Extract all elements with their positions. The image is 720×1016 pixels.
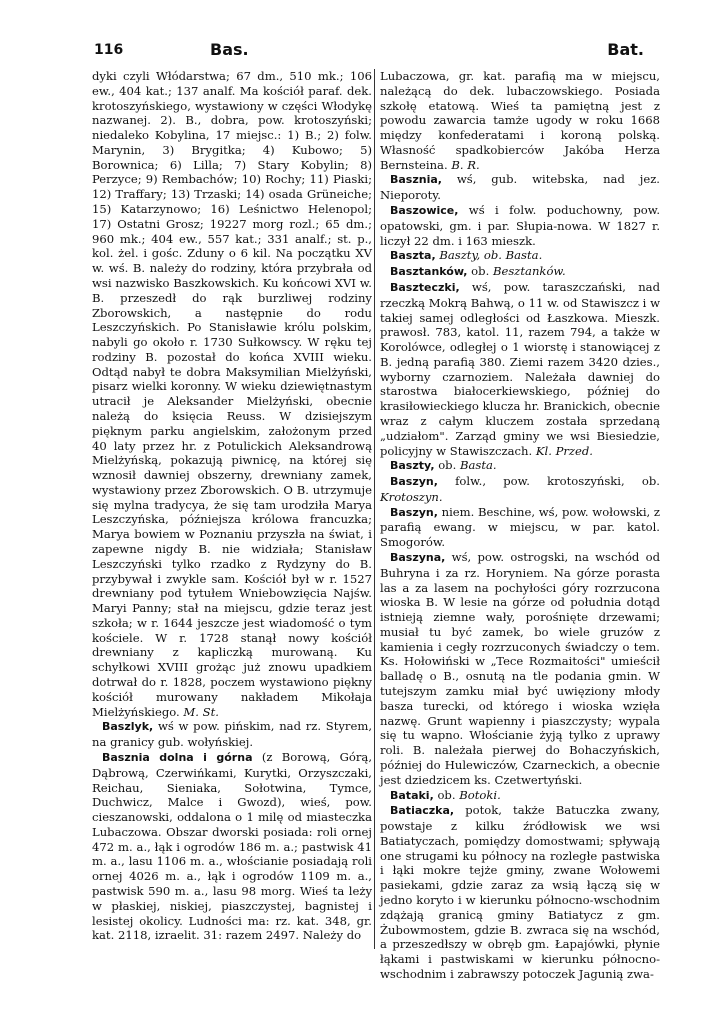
column-divider <box>374 69 375 949</box>
entry-text: Lubaczowa, gr. kat. parafią ma w miejscu, należącą do dek. lubaczowskiego. Posiada szkołę etatową. Wieś ta pamiętną jest z powodu zawarcia tamże ugody w roku 1668 między konfederatami i koroną polską. Własność spadkobierców Jakóba Herza Bernsteina. <box>380 69 660 172</box>
page-number: 116 <box>94 42 124 58</box>
entry-paragraph <box>380 474 660 505</box>
entry-headword: Batiaczka, <box>390 804 455 818</box>
entry-paragraph <box>380 69 660 172</box>
entry-text: wś, pow. ostrogski, na wschód od Buhryna i za rz. Horyniem. Na górze porasta las a za lasem na pochyłości góry rozrzucona wioska B. W lesie na górze od południa dotąd istnieją ziemne wały, porośnięte drzewami; musiał tu być zamek, bo wiele gruzów z kamienia i cegły rozrzuconych świadczy o tem. Ks. Hołowiński w „Tece Rozmaitości" umieścił balladę o B., osnutą na tle podania gmin. W tutejszym zamku miał być uwięziony młody basza turecki, od którego i wioska wzięła nazwę. Grunt wapienny i piaszczysty; wypala się tu wapno. Włościanie żyją tylko z uprawy roli. B. należała pierwej do Bohaczyńskich, później do Hulewiczów, Czarneckich, a obecnie jest dziedzicem ks. Czetwertyński. <box>380 550 661 787</box>
entry-text: ob. <box>438 458 457 473</box>
entry-headword: Baszlyk, <box>102 720 154 734</box>
entry-text: ob. <box>471 264 490 279</box>
entry-headword: Baszta, <box>390 249 436 263</box>
entry-paragraph <box>380 458 660 474</box>
left-column <box>92 69 372 943</box>
entry-crossref: Baszty, ob. Basta. <box>439 248 543 263</box>
entry-text: wś, gub. witebska, nad jez. Nieporoty. <box>380 172 660 203</box>
entry-signature: M. St. <box>183 704 219 719</box>
entry-text: niem. Beschine, wś, pow. wołowski, z parafią ewang. w miejscu, w par. katol. Smogorów. <box>380 504 661 550</box>
entry-headword: Bataki, <box>390 788 434 802</box>
running-head-right: Bat. <box>607 40 644 59</box>
entry-paragraph <box>380 788 660 804</box>
entry-text: dyki czyli Włódarstwa; 67 dm., 510 mk.; 106 ew., 404 kat.; 137 analf. Ma kościół paraf. dek. krotoszyńskiego, wystawiony w części Włodykę nazwanej. 2). B., dobra, pow. krotoszyński; niedaleko Kobylina, 17 miejsc.: 1) B.; 2) folw. Marynin, 3) Brygitka; 4) Kubowo; 5) Borownica; 6) Lilla; 7) Stary Kobylin; 8) Perzyce; 9) Rembachów; 10) Rochy; 11) Piaski; 12) Traffary; 13) Trzaski; 14) osada Grüneiche; 15) Katarzynowo; 16) Leśnictwo Helenopol; 17) Ostatni Grosz; 19227 morg rozl.; 65 dm.; 960 mk.; 404 ew., 557 kat.; 331 analf.; st. p., kol. żel. i gośc. Zduny o 6 kil. Na początku XV w. wś. B. należy do rodziny, która przybrała od wsi nazwisko Baszkowskich. Ku końcowi XVI w. B. przeszedł do rąk burzliwej rodziny Zborowskich, a następnie do rodu Leszczyńskich. Po Stanisławie królu polskim, nabyli go około r. 1730 Sułkowscy. W ręku tej rodziny B. pozostał do końca XVIII wieku. Odtąd nabył te dobra Maksymilian Mielżyński, pisarz wielki koronny. W wieku dziewiętnastym utracił je Aleksander Mielżyński, obecnie należą do księcia Reuss. W dzisiejszym pięknym parku angielskim, założonym przed 40 laty przez hr. z Potulickich Aleksandrową Mielżyńską, pokazują piwnicę, na której się wznosił dawniej obszerny, drewniany zamek, wystawiony przez Zborowskich. O B. utrzymuje się mylna tradycya, że się tam urodziła Marya Leszczyńska, późniejsza królowa francuzka; Marya bowiem w Poznaniu przyszła na świat, i zapewne nigdy B. nie widziała; Stanisław Leszczyński tylko rzadko z Rydzyny do B. przybywał i zwykle sam. Kościół był w r. 1527 drewniany pod tytułem Wniebowzięcia Najśw. Maryi Panny; stał na miejscu, gdzie teraz jest szkoła; w r. 1644 jeszcze jest wiadomość o tym kościele. W r. 1728 stanął nowy kościół drewniany z kapliczką murowaną. Ku schyłkowi XVIII grożąc już znowu upadkiem dotrwał do r. 1828, poczem wystawiono piękny kościół murowany nakładem Mikołaja Mielżyńskiego. <box>92 69 372 719</box>
entry-paragraph <box>92 750 372 943</box>
entry-text: wś w pow. pińskim, nad rz. Styrem, na granicy gub. wołyńskiej. <box>92 719 373 750</box>
entry-crossref: Krotoszyn. <box>380 489 443 504</box>
entry-paragraph <box>380 248 660 264</box>
entry-paragraph <box>380 264 660 280</box>
entry-text: ob. <box>437 787 456 802</box>
entry-headword: Baszty, <box>390 459 435 473</box>
entry-paragraph <box>92 719 372 750</box>
running-head-left: Bas. <box>210 40 249 59</box>
entry-paragraph <box>380 550 660 788</box>
entry-paragraph <box>380 172 660 203</box>
entry-paragraph <box>380 505 660 550</box>
page-header <box>94 40 644 66</box>
entry-crossref: Botoki. <box>459 787 501 802</box>
entry-headword: Basznia dolna i górna <box>102 750 253 764</box>
entry-headword: Basznia, <box>390 173 442 187</box>
entry-paragraph <box>380 203 660 248</box>
right-column <box>380 69 660 982</box>
entry-signature: B. R. <box>451 157 480 172</box>
entry-headword: Baszyn, <box>390 475 438 489</box>
entry-text: potok, także Batuczka zwany, powstaje z kilku źródłowisk we wsi Batiatyczach, pomiędzy domostwami; spływają one strugami ku północy na rozległe pastwiska i łąki mokre tejże gminy, zwane Wołowemi pasiekami, gdzie zaraz za wsią łączą się w jedno koryto i w kierunku północno-wschodnim zdążają granicą gminy Batiatycz z gm. Żubowmostem, gdzie B. zwraca się na wschód, a przeszedłszy w obręb gm. Łapajówki, płynie łąkami i pastwiskami w kierunku północno-wschodnim i zabrawszy potoczek Jagunią zwa- <box>380 803 660 981</box>
entry-text: wś i folw. poduchowny, pow. opatowski, gm. i par. Słupia-nowa. W 1827 r. liczył 22 dm. i 163 mieszk. <box>380 203 661 248</box>
entry-paragraph <box>380 280 660 458</box>
entry-signature: Kl. Przed. <box>535 443 593 458</box>
entry-text: wś, pow. taraszczański, nad rzeczką Mokrą Bahwą, o 11 w. od Stawiszcz i w takiej samej odległości od Łaszkowa. Mieszk. prawosł. 783, katol. 11, razem 794, a także w Korolówce, odległej o 1 wiorstę i stanowiącej z B. jedną parafią 380. Ziemi razem 3420 dzies., wyborny czarnoziem. Należała dawniej do starostwa białocerkiewskiego, później do krasiłowieckiego klucza hr. Branickich, obecnie wraz z całym kluczem została sprzedaną „udziałom". Zarząd gminy we wsi Biesiedzie, policyjny w Stawiszczach. <box>380 279 661 458</box>
entry-text: folw., pow. krotoszyński, ob. <box>455 474 660 489</box>
entry-headword: Baszyna, <box>390 551 446 564</box>
entry-headword: Baszteczki, <box>390 280 460 294</box>
entry-paragraph <box>92 69 372 719</box>
entry-headword: Baszyn, <box>390 505 438 519</box>
entry-crossref: Basta. <box>459 458 497 473</box>
entry-crossref: Besztanków. <box>492 264 566 279</box>
entry-headword: Basztanków, <box>390 265 468 279</box>
entry-paragraph <box>380 803 660 981</box>
entry-text: (z Borową, Górą, Dąbrową, Czerwińkami, Kurytki, Orzyszczaki, Reichau, Sieniaka, Sołotwina, Tymce, Duchwicz, Malce i Gwozd), wieś, pow. cieszanowski, oddalona o 1 milę od miasteczka Lubaczowa. Obszar dworski posiada: roli ornej 472 m. a., łąk i ogrodów 186 m. a.; pastwisk 41 m. a., lasu 1106 m. a., włościanie posiadają roli ornej 4026 m. a., łąk i ogrodów 1109 m. a., pastwisk 590 m. a., lasu 98 morg. Wieś ta leży w płaskiej, niskiej, piaszczystej, bagnistej i lesistej okolicy. Ludności ma: rz. kat. 348, gr. kat. 2118, izraelit. 31: razem 2497. Należy do <box>92 749 373 943</box>
entry-headword: Baszowice, <box>390 204 459 218</box>
